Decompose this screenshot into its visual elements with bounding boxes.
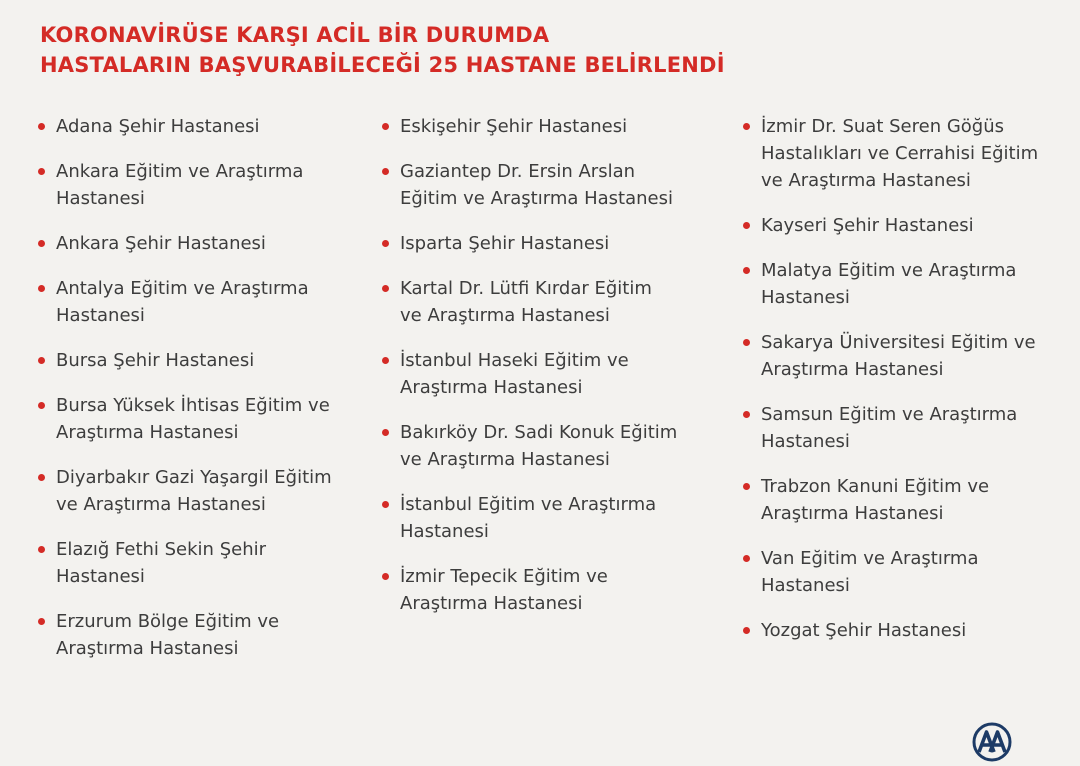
list-item — [34, 608, 334, 662]
bullet-icon — [382, 123, 389, 130]
list-item — [739, 257, 1039, 311]
list-item — [378, 563, 678, 617]
list-item — [34, 392, 334, 446]
list-item — [378, 347, 678, 401]
bullet-icon — [38, 285, 45, 292]
logo-graphic — [972, 722, 1012, 762]
hospital-name: Kartal Dr. Lütfi Kırdar Eğitim ve Araştırma Hastanesi — [400, 278, 652, 326]
list-item — [34, 347, 334, 374]
list-item — [739, 545, 1039, 599]
bullet-icon — [743, 627, 750, 634]
hospital-list-column-1 — [34, 113, 334, 680]
hospital-name: Antalya Eğitim ve Araştırma Hastanesi — [56, 278, 309, 326]
bullet-icon — [38, 240, 45, 247]
list-item — [34, 113, 334, 140]
bullet-icon — [38, 168, 45, 175]
list-item — [739, 617, 1039, 644]
hospital-name: İstanbul Haseki Eğitim ve Araştırma Hastanesi — [400, 350, 629, 398]
hospital-name: İstanbul Eğitim ve Araştırma Hastanesi — [400, 494, 657, 542]
list-item — [739, 113, 1039, 194]
list-item — [34, 230, 334, 257]
hospital-name: Gaziantep Dr. Ersin Arslan Eğitim ve Araştırma Hastanesi — [400, 161, 674, 209]
bullet-icon — [38, 618, 45, 625]
hospital-list-column-3 — [739, 113, 1039, 662]
hospital-name: Bursa Yüksek İhtisas Eğitim ve Araştırma Hastanesi — [56, 395, 330, 443]
hospital-name: Bursa Şehir Hastanesi — [56, 350, 255, 371]
list-item — [378, 491, 678, 545]
bullet-icon — [382, 285, 389, 292]
hospital-name: İzmir Dr. Suat Seren Göğüs Hastalıkları ve Cerrahisi Eğitim ve Araştırma Hastanesi — [761, 116, 1039, 191]
list-item — [378, 230, 678, 257]
hospital-list-column-2 — [378, 113, 678, 635]
hospital-name: Ankara Eğitim ve Araştırma Hastanesi — [56, 161, 304, 209]
list-item — [378, 158, 678, 212]
bullet-icon — [382, 501, 389, 508]
bullet-icon — [382, 573, 389, 580]
title-line-1: KORONAVİRÜSE KARŞI ACİL BİR DURUMDA — [40, 23, 550, 47]
list-item — [739, 212, 1039, 239]
bullet-icon — [743, 483, 750, 490]
bullet-icon — [743, 411, 750, 418]
list-item — [739, 329, 1039, 383]
hospital-name: Kayseri Şehir Hastanesi — [761, 215, 974, 236]
bullet-icon — [38, 123, 45, 130]
hospital-name: Trabzon Kanuni Eğitim ve Araştırma Hastanesi — [761, 476, 990, 524]
list-item — [378, 113, 678, 140]
title-line-2: HASTALARIN BAŞVURABİLECEĞİ 25 HASTANE BELİRLENDİ — [40, 53, 725, 77]
bullet-icon — [743, 555, 750, 562]
list-item — [34, 275, 334, 329]
hospital-name: Sakarya Üniversitesi Eğitim ve Araştırma Hastanesi — [761, 332, 1036, 380]
anadolu-agency-logo-icon — [972, 722, 1012, 762]
bullet-icon — [743, 222, 750, 229]
list-item — [378, 419, 678, 473]
hospital-name: Bakırköy Dr. Sadi Konuk Eğitim ve Araştırma Hastanesi — [400, 422, 678, 470]
bullet-icon — [743, 123, 750, 130]
list-item — [34, 536, 334, 590]
hospital-name: Malatya Eğitim ve Araştırma Hastanesi — [761, 260, 1017, 308]
hospital-name: Isparta Şehir Hastanesi — [400, 233, 610, 254]
bullet-icon — [382, 168, 389, 175]
bullet-icon — [743, 339, 750, 346]
hospital-name: Yozgat Şehir Hastanesi — [761, 620, 967, 641]
bullet-icon — [382, 429, 389, 436]
bullet-icon — [38, 357, 45, 364]
list-item — [739, 473, 1039, 527]
list-item — [34, 158, 334, 212]
hospital-name: Elazığ Fethi Sekin Şehir Hastanesi — [56, 539, 266, 587]
bullet-icon — [38, 474, 45, 481]
list-item — [378, 275, 678, 329]
hospital-name: Erzurum Bölge Eğitim ve Araştırma Hastanesi — [56, 611, 280, 659]
hospital-name: Adana Şehir Hastanesi — [56, 116, 260, 137]
bullet-icon — [38, 546, 45, 553]
hospital-name: Diyarbakır Gazi Yaşargil Eğitim ve Araştırma Hastanesi — [56, 467, 332, 515]
hospital-name: Ankara Şehir Hastanesi — [56, 233, 266, 254]
list-item — [739, 401, 1039, 455]
hospital-name: Eskişehir Şehir Hastanesi — [400, 116, 628, 137]
page-title — [40, 20, 725, 80]
list-item — [34, 464, 334, 518]
hospital-name: İzmir Tepecik Eğitim ve Araştırma Hastanesi — [400, 566, 608, 614]
bullet-icon — [382, 357, 389, 364]
bullet-icon — [38, 402, 45, 409]
hospital-name: Van Eğitim ve Araştırma Hastanesi — [761, 548, 979, 596]
bullet-icon — [382, 240, 389, 247]
bullet-icon — [743, 267, 750, 274]
hospital-name: Samsun Eğitim ve Araştırma Hastanesi — [761, 404, 1018, 452]
